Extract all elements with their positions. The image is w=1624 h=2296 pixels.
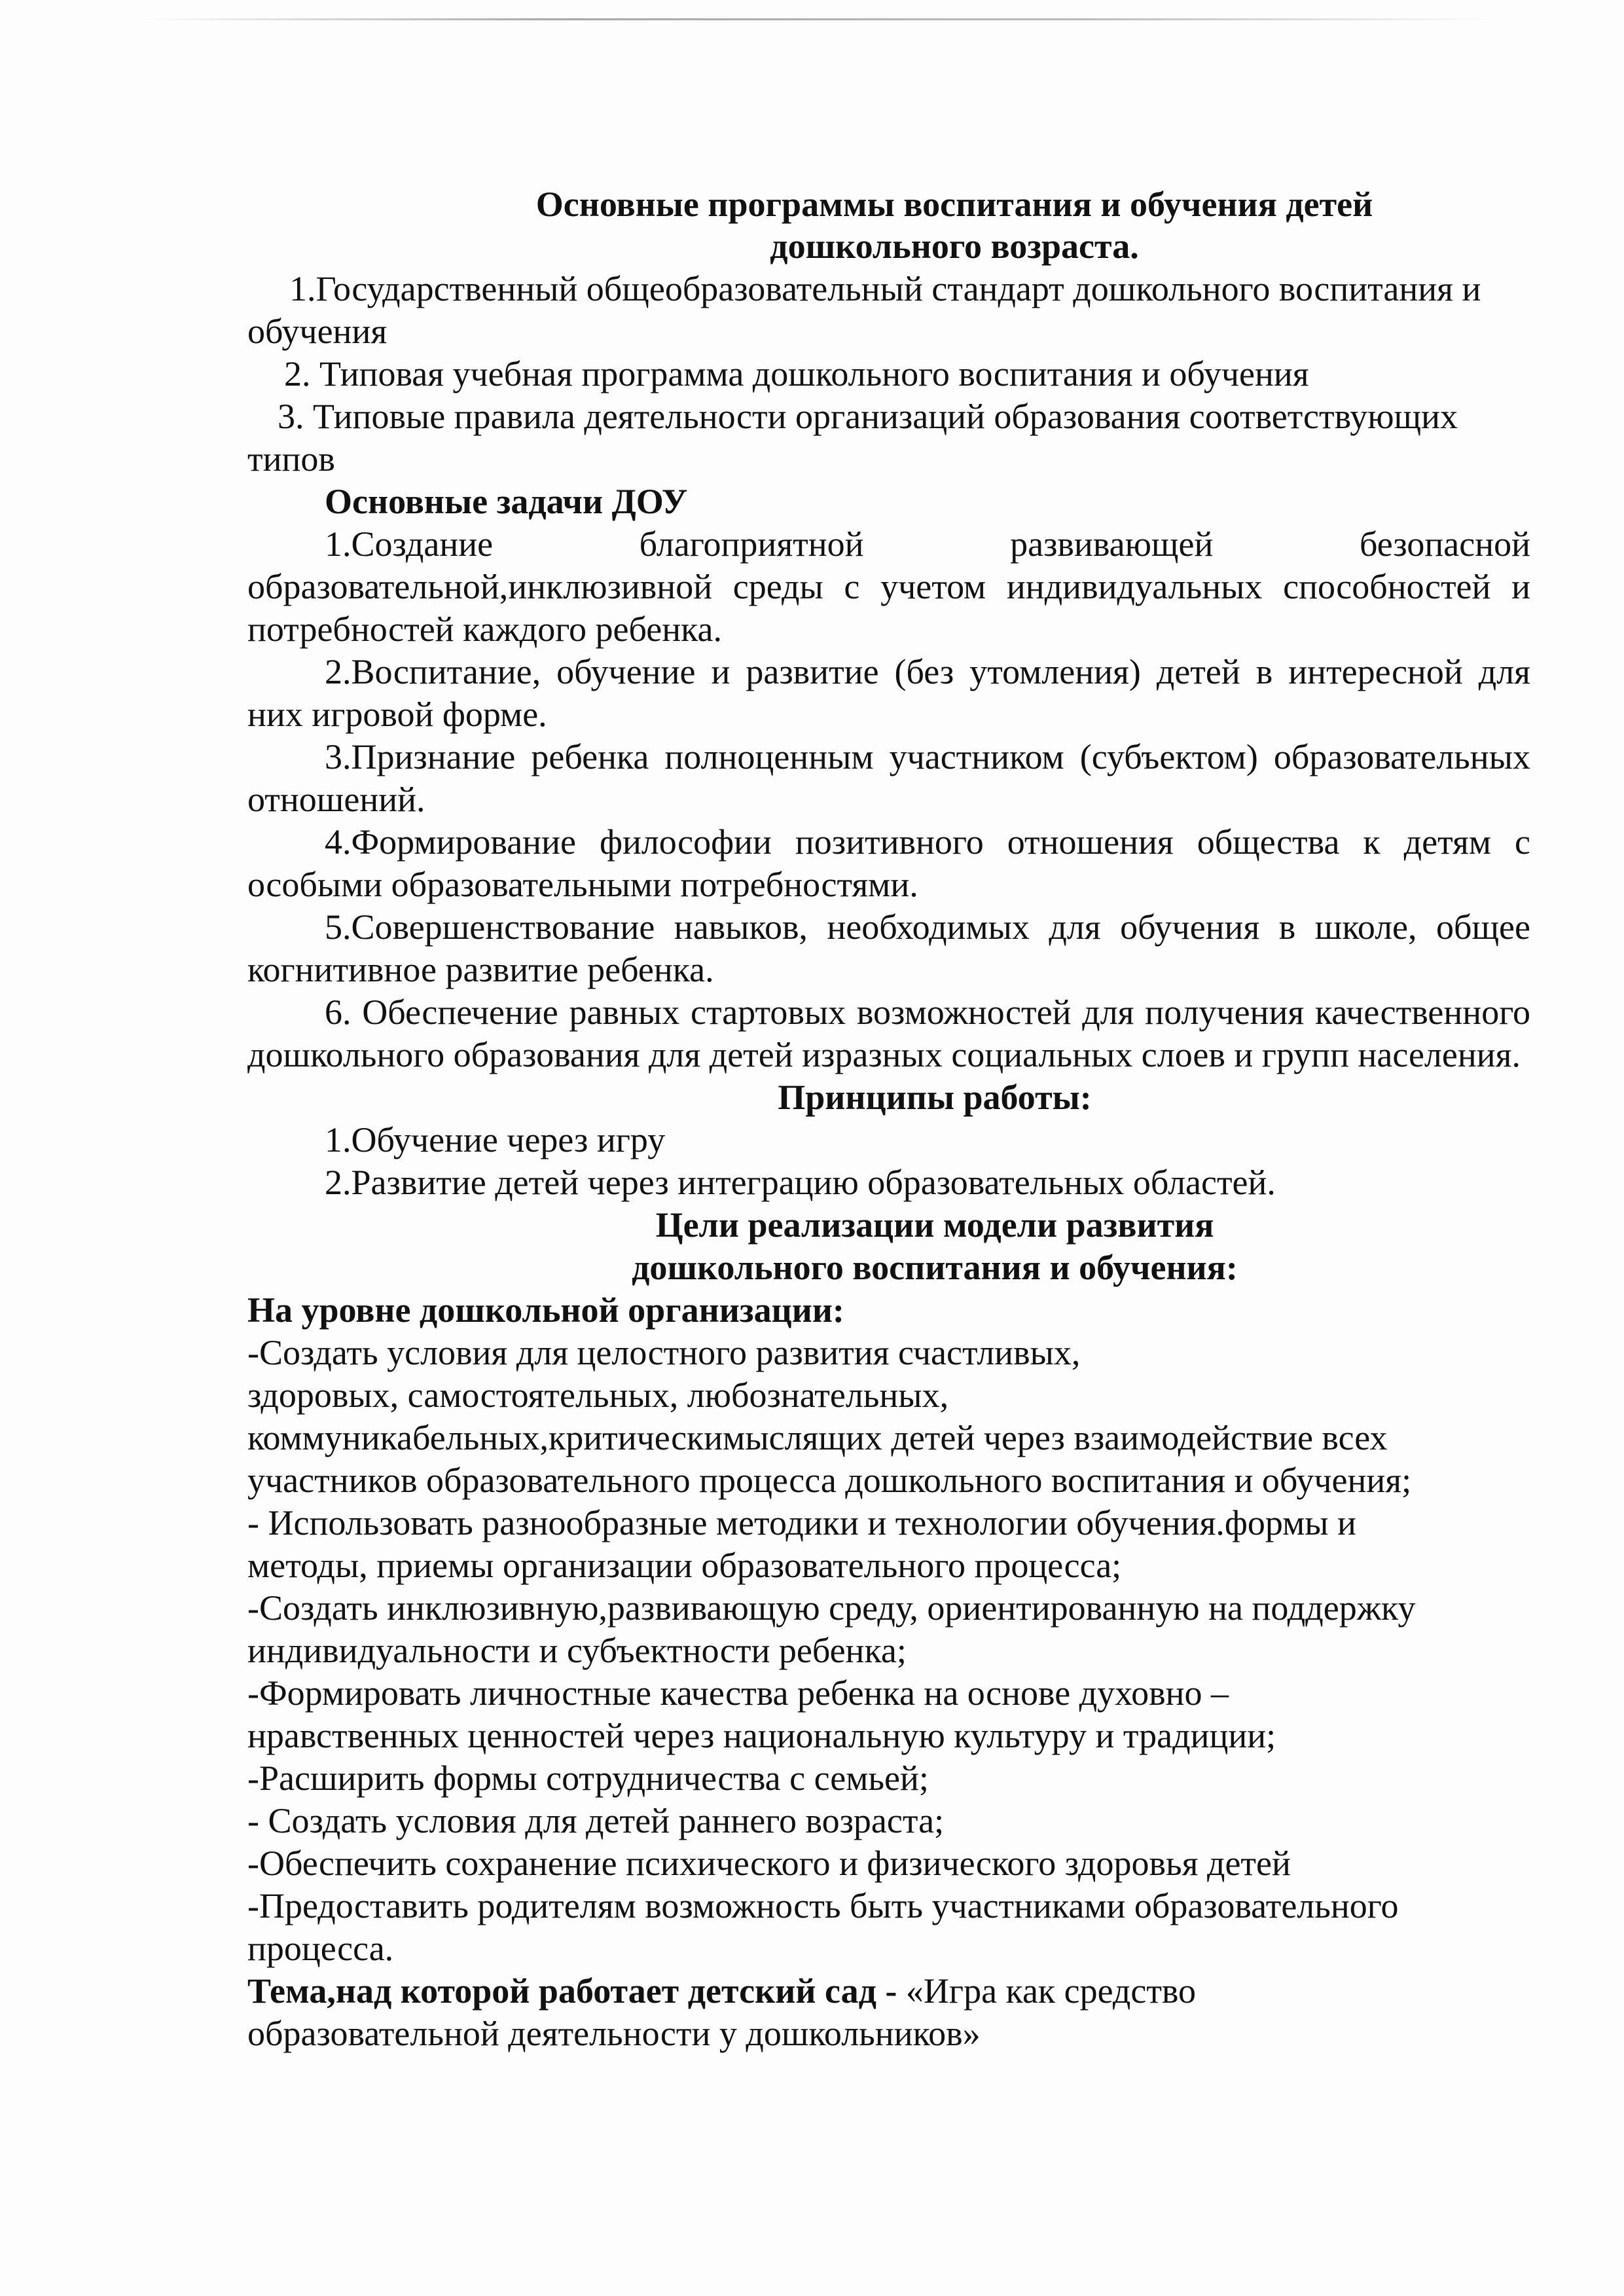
principle-item-1: 1.Обучение через игру: [325, 1120, 666, 1159]
goal-line: методы, приемы организации образовательного процесса;: [247, 1546, 1122, 1585]
document-page: [247, 183, 1530, 2055]
program-item-2-text: 2. Типовая учебная программа дошкольного воспитания и обучения: [284, 354, 1309, 393]
theme-text-line1: «Игра как средство: [905, 1971, 1197, 2011]
goal-line: -Создать инклюзивную,развивающую среду, ориентированную на поддержку: [247, 1588, 1416, 1628]
task-item-2: 2.Воспитание, обучение и развитие (без утомления) детей в интересной для них игровой форме.: [247, 652, 1530, 734]
goals-heading-line1: Цели реализации модели развития: [655, 1205, 1214, 1245]
goals-heading-line2: дошкольного воспитания и обучения:: [632, 1248, 1238, 1287]
task-item-5: 5.Совершенствование навыков, необходимых для обучения в школе, общее когнитивное развитие ребенка.: [247, 907, 1530, 989]
goal-line: коммуникабельных,критическимыслящих детей через взаимодействие всех: [247, 1418, 1388, 1457]
goal-line: нравственных ценностей через национальную культуру и традиции;: [247, 1716, 1276, 1755]
goal-line: индивидуальности и субъектности ребенка;: [247, 1631, 907, 1670]
task-item-4: 4.Формирование философии позитивного отношения общества к детям с особыми образовательными потребностями.: [247, 822, 1530, 904]
goal-line: процесса.: [247, 1929, 394, 1968]
task-item-3: 3.Признание ребенка полноценным участником (субъектом) образовательных отношений.: [247, 737, 1530, 819]
goal-line: -Предоставить родителям возможность быть участниками образовательного: [247, 1886, 1399, 1925]
program-item-3: [247, 395, 1530, 481]
principles-heading: Принципы работы:: [778, 1078, 1092, 1117]
program-item-3-text: 3. Типовые правила деятельности организаций образования соответствующих типов: [247, 397, 1458, 479]
goals-list: [247, 1332, 1530, 1970]
level-heading: На уровне дошкольной организации:: [247, 1290, 844, 1330]
goal-line: -Формировать личностные качества ребенка на основе духовно –: [247, 1673, 1229, 1713]
program-item-1: [247, 268, 1530, 353]
page-title-line2: дошкольного возраста.: [770, 227, 1139, 266]
theme-line1: [247, 1970, 1530, 2013]
goal-line: - Создать условия для детей раннего возраста;: [247, 1801, 945, 1840]
page-title-line1: Основные программы воспитания и обучения детей: [535, 185, 1373, 224]
task-item-6: 6. Обеспечение равных стартовых возможностей для получения качественного дошкольного образования для детей изразных социальных слоев и групп населения.: [247, 993, 1530, 1074]
principle-item-2: 2.Развитие детей через интеграцию образовательных областей.: [325, 1163, 1276, 1202]
program-item-1-text: 1.Государственный общеобразовательный стандарт дошкольного воспитания и обучения: [247, 269, 1481, 351]
scan-artifact-line: [144, 18, 1492, 20]
goal-line: - Использовать разнообразные методики и технологии обучения.формы и: [247, 1503, 1356, 1542]
theme-label: Тема,над которой работает детский сад -: [247, 1971, 906, 2011]
goal-line: -Создать условия для целостного развития счастливых,: [247, 1333, 1081, 1372]
goal-line: участников образовательного процесса дошкольного воспитания и обучения;: [247, 1461, 1412, 1500]
program-item-2: [247, 353, 1530, 395]
task-item-1: 1.Создание благоприятной развивающей безопасной образовательной,инклюзивной среды с учетом индивидуальных способностей и потребностей каждого ребенка.: [247, 524, 1530, 649]
goal-line: -Обеспечить сохранение психического и физического здоровья детей: [247, 1844, 1291, 1883]
tasks-heading: Основные задачи ДОУ: [325, 482, 688, 521]
goal-line: здоровых, самостоятельных, любознательных,: [247, 1376, 949, 1415]
goal-line: -Расширить формы сотрудничества с семьей;: [247, 1758, 929, 1798]
theme-text-line2: образовательной деятельности у дошкольников»: [247, 2014, 981, 2053]
